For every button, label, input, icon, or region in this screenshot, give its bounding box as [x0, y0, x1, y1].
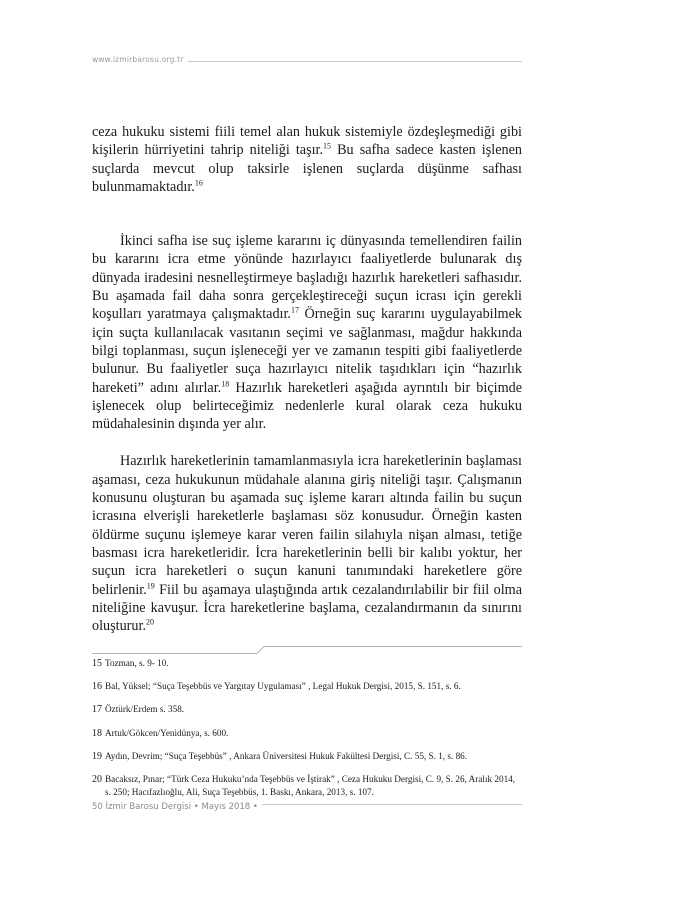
- page-header: [92, 56, 522, 68]
- footnote-18: 18 Artuk/Gökcen/Yenidünya, s. 600.: [92, 727, 229, 739]
- header-url: www.izmirbarosu.org.tr: [92, 55, 188, 64]
- footnote-ref-19: 19: [146, 580, 155, 590]
- footnote-17: 17 Öztürk/Erdem s. 358.: [92, 704, 185, 716]
- main-text: [92, 123, 522, 635]
- footnote-16: 16 Bal, Yüksel; “Suça Teşebbüs ve Yargıtay Uygulaması” , Legal Hukuk Dergisi, 2015, S. 151, s. 6.: [92, 681, 461, 693]
- footnotes: [92, 657, 522, 808]
- page-footer: [92, 804, 522, 816]
- paragraph-3: Hazırlık hareketlerinin tamamlanmasıyla icra hareketlerinin başlaması aşaması, ceza hukukunun müdahale alanına giriş niteliği taşır. Çalışmanın konusunu oluşturan bu aşamada suç işleme kararı altında failin bu suçun icrasına elverişli hareketlerle başlaması söz konusudur. Örneğin kasten öldürme suçunu işlemeye karar veren failin silahıyla nişan alması, tetiğe basması icra hareketleridir. İcra hareketlerinin belli bir kalıbı yoktur, her suçun icra hareketleri o suçun kanuni tanımındaki hareketlere göre belirlenir.$^{19}$ Fiil bu aşamaya ulaştığında artık cezalandırılabilir bir fiil olma niteliğine kavuşur. İcra hareketlerine başlama, cezalandırmanın da sınırını oluşturur.$^{20}$: [92, 453, 522, 635]
- footnote-20: 20 Bacaksız, Pınar; “Türk Ceza Hukuku’nda Teşebbüs ve İştirak” , Ceza Hukuku Dergisi, C. 9, S. 26, Aralık 2014, s. 250; Hacıfazlıoğlu, Ali, Suça Teşebbüs, 1. Baskı, Ankara, 2013, s. 107.: [92, 774, 516, 798]
- footnote-ref-15: 15: [323, 141, 332, 151]
- footnote-15: 15 Tozman, s. 9- 10.: [92, 658, 169, 669]
- footnote-ref-16: 16: [194, 178, 203, 188]
- footer-text: 50 İzmir Barosu Dergisi • Mayıs 2018 •: [92, 802, 262, 812]
- paragraph-2: İkinci safha ise suç işleme kararını iç dünyasında temellendiren failin bu kararını icra etme yönünde hazırlayıcı faaliyetlerde bulunarak dış dünyada iradesini nesnelleştirmeye başladığı hazırlık hareketleri safhasıdır. Bu aşamada fail daha sonra gerçekleştireceği suçun icrası için gerekli koşulları yaratmaya çalışmaktadır.$^{17}$ Örneğin suç kararını uygulayabilmek için suçta kullanılacak vasıtanın seçimi ve sağlanması, mağdur hakkında bilgi toplanması, suçun işleneceği yer ve zamanın tespiti gibi faaliyetlerde bulunur. Bu faaliyetler suça hazırlayıcı nitelik taşıdıkları için “hazırlık hareketi” adını alırlar.$^{18}$ Hazırlık hareketleri aşağıda ayrıntılı bir biçimde işlenecek olup belirteceğimiz nedenlerle kural olarak ceza hukuku müdahalesinin dışında yer alır.: [92, 233, 523, 433]
- footnote-ref-18: 18: [221, 378, 230, 388]
- footnote-ref-17: 17: [290, 305, 299, 315]
- paragraph-1: ceza hukuku sistemi fiili temel alan hukuk sistemiyle özdeşleşmediği gibi kişilerin hürriyetini tahrip niteliği taşır.$^{15}$ Bu safha sadece kasten işlenen suçlarda mevcut olup taksirle işlenen suçlarda düşünme safhası bulunmamaktadır.$^{16}$: [92, 124, 522, 195]
- footnote-19: 19 Aydın, Devrim; “Suça Teşebbüs” , Ankara Üniversitesi Hukuk Fakültesi Dergisi, C. 55, S. 1, s. 86.: [92, 750, 468, 762]
- footnote-ref-20: 20: [146, 617, 154, 627]
- footnote-separator: [92, 646, 522, 654]
